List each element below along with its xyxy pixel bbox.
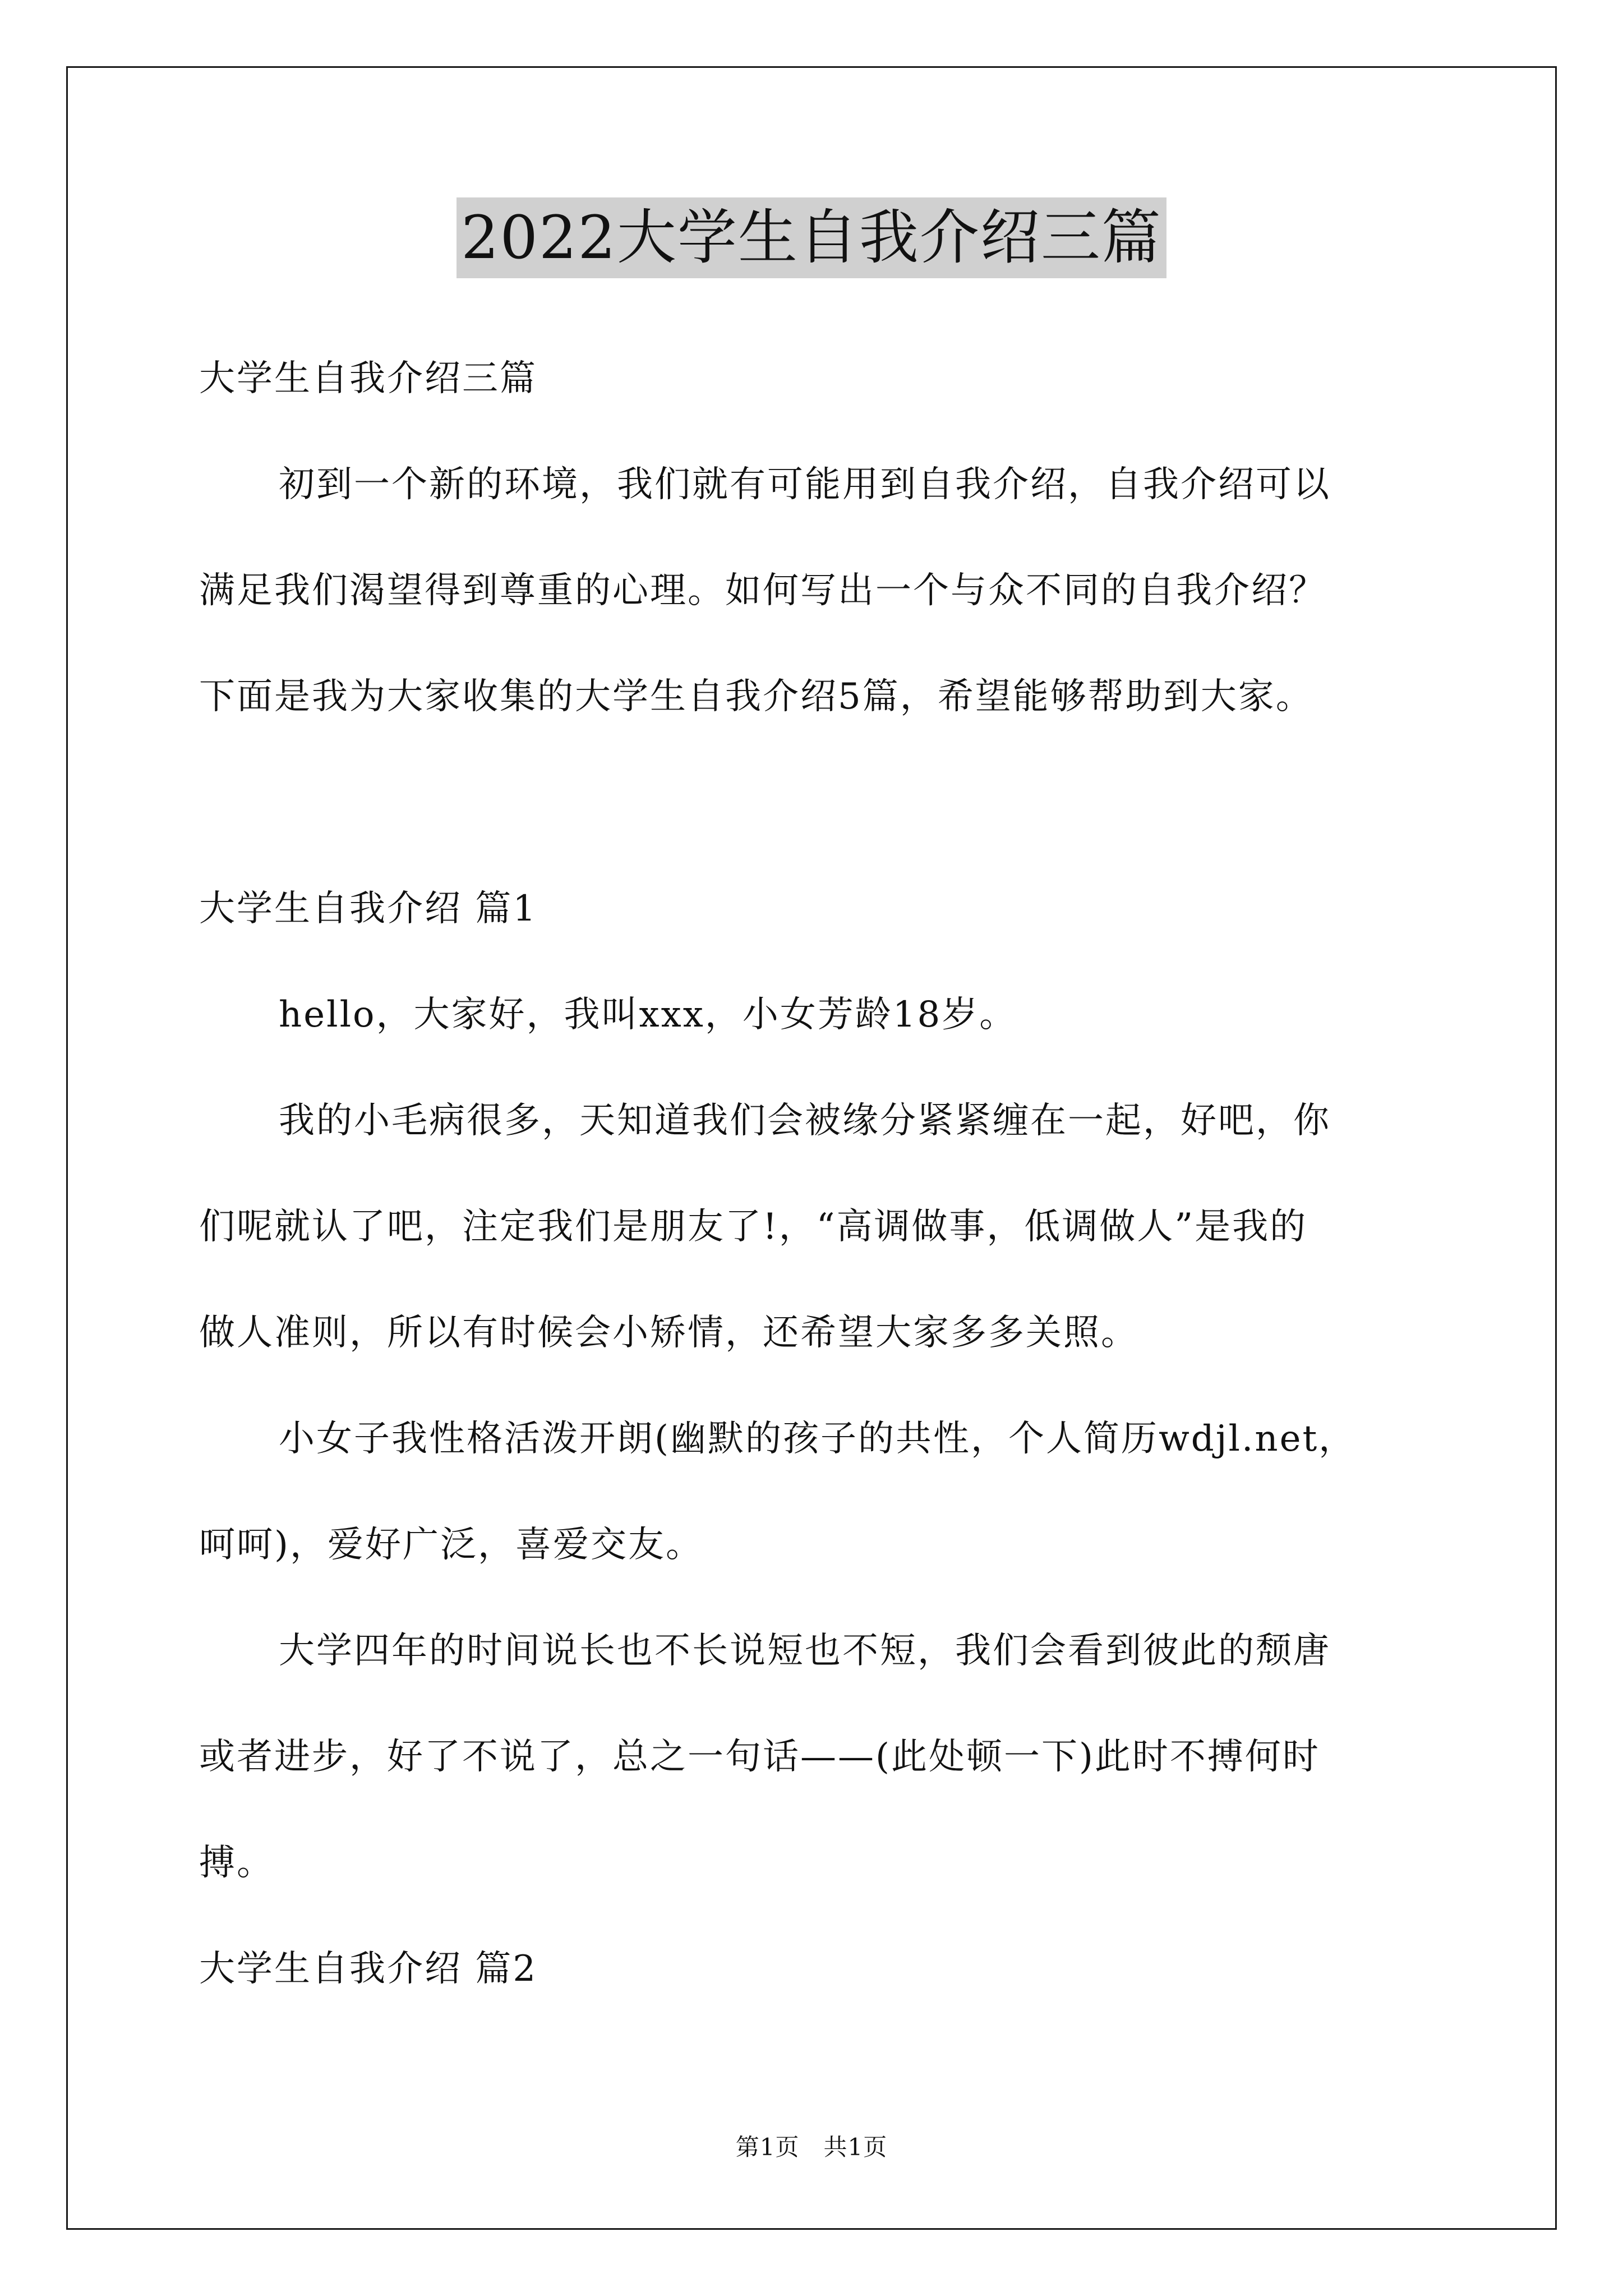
paragraph-line: 或者进步，好了不说了，总之一句话——(此处顿一下)此时不搏何时 bbox=[199, 1736, 1320, 1778]
paragraph-line: 搏。 bbox=[199, 1842, 274, 1884]
document-title: 2022大学生自我介绍三篇 bbox=[457, 197, 1166, 278]
paragraph-line: 呵呵)，爱好广泛，喜爱交友。 bbox=[199, 1524, 703, 1566]
intro-line-3: 下面是我为大家收集的大学生自我介绍5篇，希望能够帮助到大家。 bbox=[199, 676, 1313, 717]
section-heading-1: 大学生自我介绍 篇1 bbox=[199, 888, 538, 930]
paragraph-line: 大学四年的时间说长也不长说短也不短，我们会看到彼此的颓唐 bbox=[279, 1630, 1331, 1672]
paragraph-line: 做人准则，所以有时候会小矫情，还希望大家多多关照。 bbox=[199, 1312, 1138, 1354]
page-footer: 第1页 共1页 bbox=[735, 2133, 888, 2161]
title-block bbox=[0, 197, 1623, 278]
paragraph-line: hello，大家好，我叫xxx，小女芳龄18岁。 bbox=[279, 994, 1017, 1036]
paragraph-line: 们呢就认了吧，注定我们是朋友了!，“高调做事，低调做人”是我的 bbox=[199, 1206, 1308, 1248]
subtitle: 大学生自我介绍三篇 bbox=[199, 358, 537, 399]
intro-line-2: 满足我们渴望得到尊重的心理。如何写出一个与众不同的自我介绍？ bbox=[199, 570, 1326, 611]
intro-line-1: 初到一个新的环境，我们就有可能用到自我介绍，自我介绍可以 bbox=[279, 464, 1331, 505]
paragraph-line: 我的小毛病很多，天知道我们会被缘分紧紧缠在一起，好吧，你 bbox=[279, 1100, 1331, 1142]
paragraph-line: 小女子我性格活泼开朗(幽默的孩子的共性，个人简历wdjl.net， bbox=[279, 1418, 1357, 1460]
section-heading-2: 大学生自我介绍 篇2 bbox=[199, 1948, 538, 1990]
